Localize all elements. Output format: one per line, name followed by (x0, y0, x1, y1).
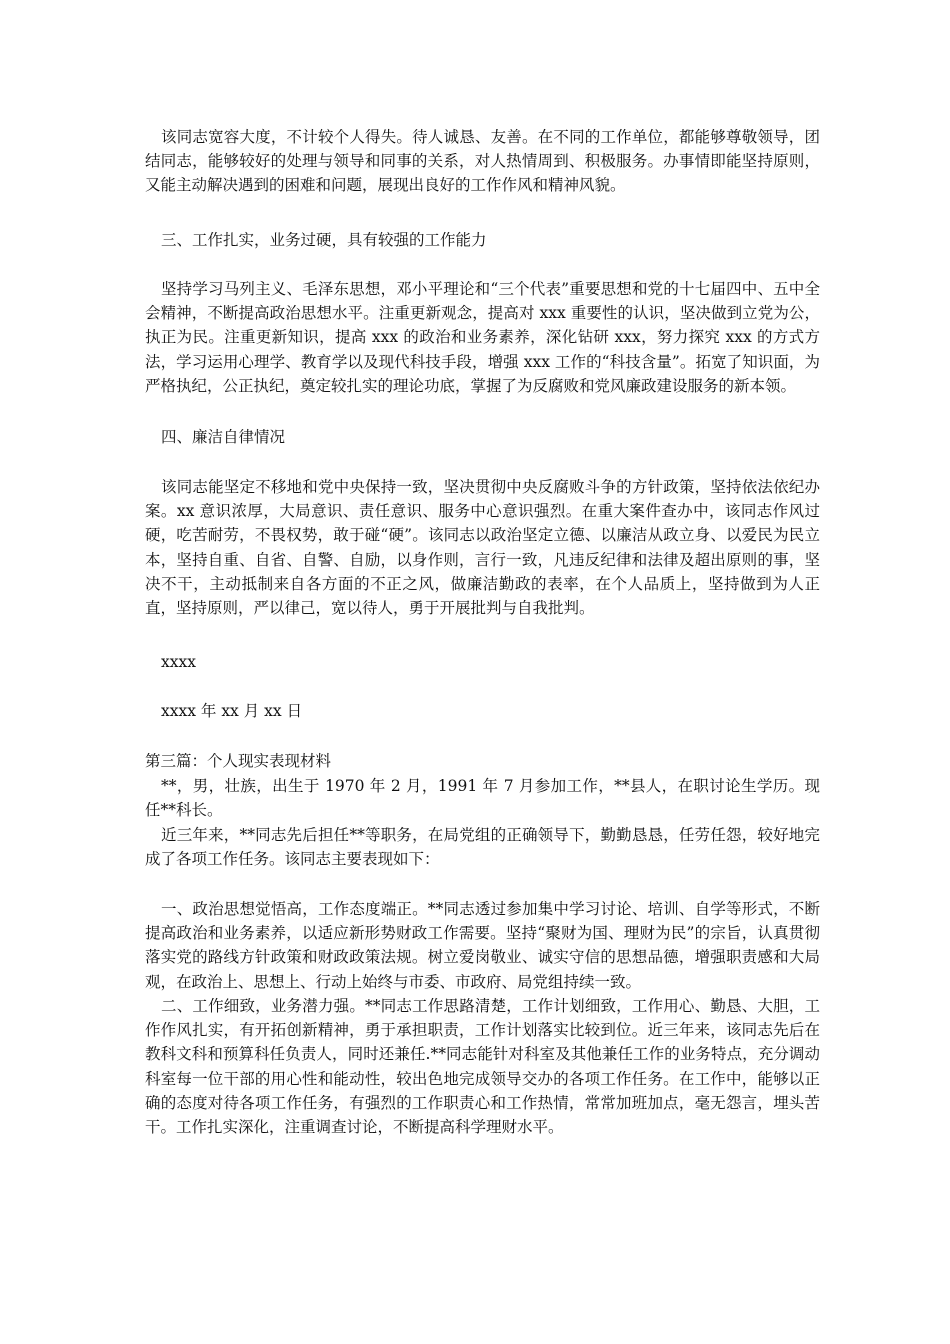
section-title: 第三篇：个人现实表现材料 (145, 752, 332, 770)
heading-work-ability: 三、工作扎实，业务过硬，具有较强的工作能力 (161, 231, 487, 249)
signature: xxxx (161, 653, 196, 671)
paragraph-profile: **，男，壮族，出生于 1970 年 2 月，1991 年 7 月参加工作，**县人，在职讨论生学历。现任**科长。 (145, 777, 820, 820)
heading-integrity: 四、廉洁自律情况 (161, 428, 286, 446)
paragraph-study: 坚持学习马列主义、毛泽东思想，邓小平理论和“三个代表”重要思想和党的十七届四中、五中全会精神，不断提高政治思想水平。注重更新观念，提高对 xxx 重要性的认识，坚决做到立党为公，执正为民。注重更新知识，提高 xxx 的政治和业务素养，深化钻研 xxx，努力探究 xxx 的方式方法，学习运用心理学、教育学以及现代科技手段，增强 xxx 工作的“科技含量”。拓宽了知识面，为严格执纪，公正执纪，奠定较扎实的理论功底，掌握了为反腐败和党风廉政建设服务的新本领。 (145, 280, 820, 395)
paragraph-attitude: 该同志宽容大度，不计较个人得失。待人诚恳、友善。在不同的工作单位，都能够尊敬领导，团结同志，能够较好的处理与领导和同事的关系，对人热情周到、积极服务。办事情即能坚持原则，又能主动解决遇到的困难和问题，展现出良好的工作作风和精神风貌。 (145, 128, 820, 195)
paragraph-integrity: 该同志能坚定不移地和党中央保持一致，坚决贯彻中央反腐败斗争的方针政策，坚持依法依纪办案。xx 意识浓厚，大局意识、责任意识、服务中心意识强烈。在重大案件查办中，该同志作风过硬，吃苦耐劳，不畏权势，敢于碰“硬”。该同志以政治坚定立德、以廉洁从政立身、以爱民为民立本，坚持自重、自省、自警、自励，以身作则，言行一致，凡违反纪律和法律及超出原则的事，坚决不干，主动抵制来自各方面的不正之风，做廉洁勤政的表率，在个人品质上，坚持做到为人正直，坚持原则，严以律己，宽以待人，勇于开展批判与自我批判。 (145, 478, 820, 618)
paragraph-work-detail: 二、工作细致，业务潜力强。**同志工作思路清楚，工作计划细致，工作用心、勤恳、大胆，工作作风扎实，有开拓创新精神，勇于承担职责，工作计划落实比较到位。近三年来，该同志先后在教科文科和预算科任负责人，同时还兼任.**同志能针对科室及其他兼任工作的业务特点，充分调动科室每一位干部的用心性和能动性，较出色地完成领导交办的各项工作任务。在工作中，能够以正确的态度对待各项工作任务，有强烈的工作职责心和工作热情，常常加班加点，毫无怨言，埋头苦干。工作扎实深化，注重调查讨论，不断提高科学理财水平。 (145, 997, 820, 1137)
paragraph-overview: 近三年来，**同志先后担任**等职务，在局党组的正确领导下，勤勤恳恳，任劳任怨，较好地完成了各项工作任务。该同志主要表现如下： (145, 826, 820, 869)
date-line: xxxx 年 xx 月 xx 日 (161, 702, 303, 720)
paragraph-political: 一、政治思想觉悟高，工作态度端正。**同志透过参加集中学习讨论、培训、自学等形式，不断提高政治和业务素养，以适应新形势财政工作需要。坚持“聚财为国、理财为民”的宗旨，认真贯彻落实党的路线方针政策和财政政策法规。树立爱岗敬业、诚实守信的思想品德，增强职责感和大局观，在政治上、思想上、行动上始终与市委、市政府、局党组持续一致。 (145, 900, 820, 991)
